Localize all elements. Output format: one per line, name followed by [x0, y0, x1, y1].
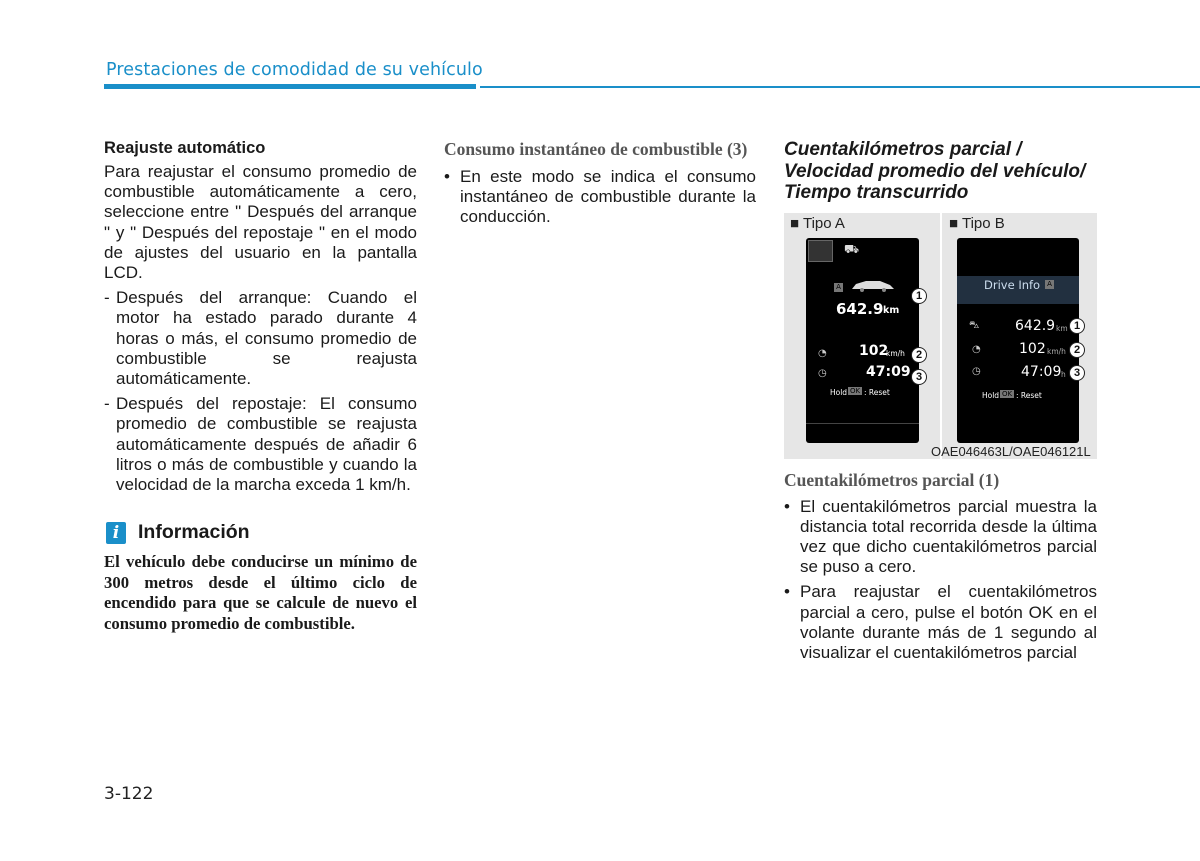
hold-label: Hold	[830, 388, 848, 397]
drive-info-title: Drive Info	[984, 278, 1041, 292]
bullet-marker: •	[784, 582, 790, 602]
elapsed-time-value: 47:09	[1021, 364, 1062, 380]
info-header	[104, 521, 417, 544]
list-item	[104, 288, 417, 389]
callout-2: 2	[911, 347, 927, 363]
car-settings-icon: ⛟	[844, 242, 860, 256]
subheading-cuentakilometros-parcial: Cuentakilómetros parcial (1)	[784, 470, 1000, 490]
heading-consumo-instantaneo: Consumo instantáneo de combustible (3)	[444, 139, 748, 159]
callout-1: 1	[911, 288, 927, 304]
bullet-marker: •	[444, 166, 450, 186]
screen-divider	[806, 423, 919, 424]
distance-value: 642.9	[1015, 318, 1056, 334]
heading-reajuste-automatico: Reajuste automático	[104, 139, 266, 157]
trip-badge-icon: A	[834, 283, 843, 292]
list-item	[784, 497, 1097, 578]
info-icon: i	[106, 522, 126, 544]
list-item-text: En este modo se indica el consumo instantáneo de combustible durante la conducción.	[460, 166, 756, 226]
ok-key-icon: OK	[1002, 390, 1013, 398]
ok-key-icon: OK	[850, 387, 861, 395]
header-rule-thick	[104, 84, 476, 89]
intro-paragraph: Para reajustar el consumo promedio de combustible automáticamente a cero, seleccione entre " Después del arranque " y " Después del repostaje " en el modo de ajustes del usuario en la pantalla LCD.	[104, 162, 417, 283]
list-item-text: Después del arranque: Cuando el motor ha estado parado durante 4 horas o más, el consumo promedio de combustible se reajusta automáticamente.	[116, 288, 417, 389]
list-item	[784, 582, 1097, 663]
label-tipo-a: ■ Tipo A	[790, 215, 845, 232]
trip-car-icon: ⛍	[969, 320, 980, 331]
callout-1: 1	[1069, 318, 1085, 334]
speed-value: 102	[1019, 341, 1046, 357]
lcd-screen-type-b	[957, 238, 1079, 443]
page-number: 3-122	[104, 784, 154, 804]
info-text: El vehículo debe conducirse un mínimo de 300 metros desde el último ciclo de encendido para que se calcule de nuevo el consumo promedio de combustible.	[104, 552, 417, 634]
list-item-text: El cuentakilómetros parcial muestra la distancia total recorrida desde la última vez que dicho cuentakilómetros parcial se puso a cero.	[800, 496, 1097, 577]
dash-marker: -	[104, 394, 110, 414]
heading-cuentakilometros: Cuentakilómetros parcial / Velocidad promedio del vehículo/ Tiempo transcurrido	[784, 139, 1086, 203]
column-right	[784, 139, 1097, 204]
speed-unit: km/h	[886, 349, 905, 358]
elapsed-time-value: 47:09	[866, 364, 911, 380]
distance-unit: km	[883, 305, 900, 316]
label-tipo-b: ■ Tipo B	[949, 215, 1005, 232]
column-right-lower	[784, 470, 1097, 663]
figure-code: OAE046463L/OAE046121L	[931, 444, 1091, 459]
speedometer-icon: ◔	[818, 348, 827, 359]
dash-marker: -	[104, 288, 110, 308]
figure-divider	[940, 213, 942, 459]
distance-value: 642.9	[836, 300, 884, 318]
callout-2: 2	[1069, 342, 1085, 358]
speed-value: 102	[859, 343, 889, 359]
clock-icon: ◷	[818, 368, 827, 379]
list-item-text: Para reajustar el cuentakilómetros parcial a cero, pulse el botón OK en el volante durante más de 1 segundo al visualizar el cuentakilómetros parcial	[800, 582, 1097, 662]
trip-badge-icon: A	[1045, 280, 1054, 289]
car-icon	[850, 278, 896, 292]
hold-label: Hold	[982, 391, 1000, 400]
reset-label: : Reset	[864, 388, 890, 397]
speedometer-icon: ◔	[972, 344, 981, 355]
callout-3: 3	[1069, 365, 1085, 381]
bullet-marker: •	[784, 496, 790, 516]
list-item-text: Después del repostaje: El consumo promedio de combustible se reajusta automáticamente después de añadir 6 litros o más de combustible y cuando la velocidad de la marcha exceda 1 km/h.	[116, 394, 417, 495]
reset-label: : Reset	[1016, 391, 1042, 400]
column-left	[104, 139, 417, 635]
column-middle	[444, 139, 756, 227]
speed-unit: km/h	[1047, 347, 1066, 356]
header-rule-thin	[480, 86, 1200, 88]
clock-icon: ◷	[972, 366, 981, 377]
info-title: Información	[138, 521, 250, 544]
instrument-cluster-figure	[784, 213, 1097, 459]
lcd-screen-type-a	[806, 238, 919, 443]
time-unit: h	[1061, 370, 1066, 379]
section-title: Prestaciones de comodidad de su vehículo	[106, 60, 483, 80]
distance-unit: km	[1056, 324, 1068, 333]
callout-3: 3	[911, 369, 927, 385]
list-item	[444, 167, 756, 228]
menu-tab-icon	[808, 240, 833, 262]
list-item	[104, 394, 417, 495]
